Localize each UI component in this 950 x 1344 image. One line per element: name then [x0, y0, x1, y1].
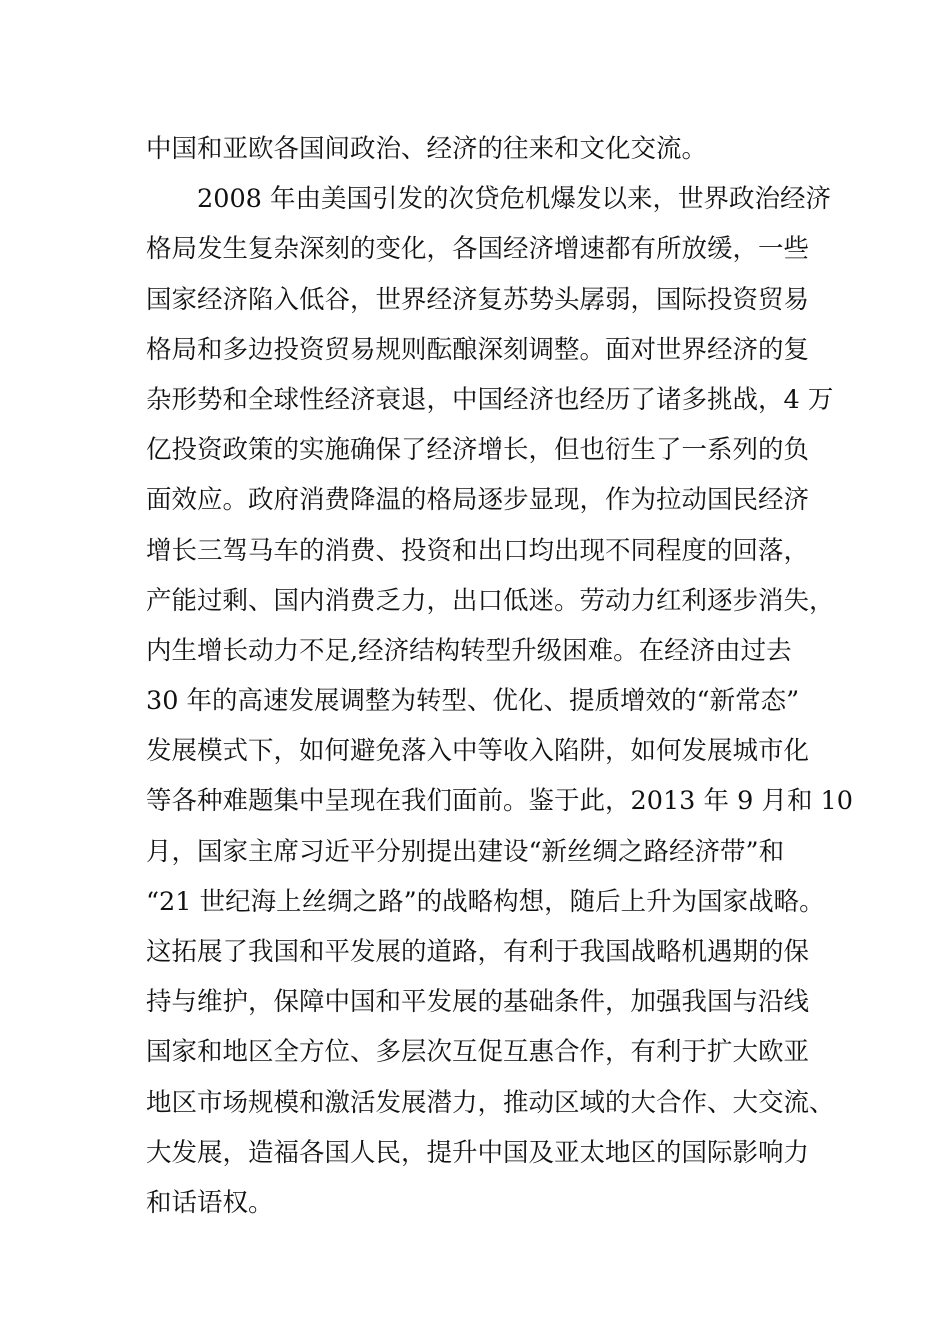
text-line: 内生增长动力不足,经济结构转型升级困难。在经济由过去 — [146, 635, 792, 666]
text-line: 国家经济陷入低谷，世界经济复苏势头孱弱，国际投资贸易 — [146, 284, 810, 315]
text-line: 亿投资政策的实施确保了经济增长，但也衍生了一系列的负 — [146, 435, 810, 466]
text-line: 30 年的高速发展调整为转型、优化、提质增效的“新常态” — [146, 686, 800, 717]
text-line: 增长三驾马车的消费、投资和出口均出现不同程度的回落， — [146, 535, 810, 566]
text-line: 持与维护，保障中国和平发展的基础条件，加强我国与沿线 — [146, 987, 810, 1018]
text-line: 等各种难题集中呈现在我们面前。鉴于此，2013 年 9 月和 10 — [146, 786, 853, 817]
text-line: 面效应。政府消费降温的格局逐步显现，作为拉动国民经济 — [146, 485, 810, 516]
paragraph-start-line: 2008 年由美国引发的次贷危机爆发以来，世界政治经济 — [197, 184, 832, 215]
text-line: 中国和亚欧各国间政治、经济的往来和文化交流。 — [146, 134, 708, 164]
text-line: 月，国家主席习近平分别提出建设“新丝绸之路经济带”和 — [146, 836, 785, 867]
text-line: 和话语权。 — [146, 1187, 274, 1218]
text-line: 杂形势和全球性经济衰退，中国经济也经历了诸多挑战，4 万 — [146, 384, 834, 415]
body-text — [146, 124, 853, 1228]
text-line: 格局发生复杂深刻的变化，各国经济增速都有所放缓，一些 — [146, 234, 810, 265]
text-line: 这拓展了我国和平发展的道路，有利于我国战略机遇期的保 — [146, 937, 810, 967]
text-line: 格局和多边投资贸易规则酝酿深刻调整。面对世界经济的复 — [146, 334, 810, 365]
text-line: 产能过剩、国内消费乏力，出口低迷。劳动力红利逐步消失， — [146, 585, 835, 616]
text-line: 大发展，造福各国人民，提升中国及亚太地区的国际影响力 — [146, 1137, 810, 1168]
text-line: “21 世纪海上丝绸之路”的战略构想，随后上升为国家战略。 — [146, 886, 825, 917]
text-line: 发展模式下，如何避免落入中等收入陷阱，如何发展城市化 — [146, 736, 810, 767]
text-line: 地区市场规模和激活发展潜力，推动区域的大合作、大交流、 — [146, 1087, 835, 1118]
text-line: 国家和地区全方位、多层次互促互惠合作，有利于扩大欧亚 — [146, 1037, 810, 1068]
